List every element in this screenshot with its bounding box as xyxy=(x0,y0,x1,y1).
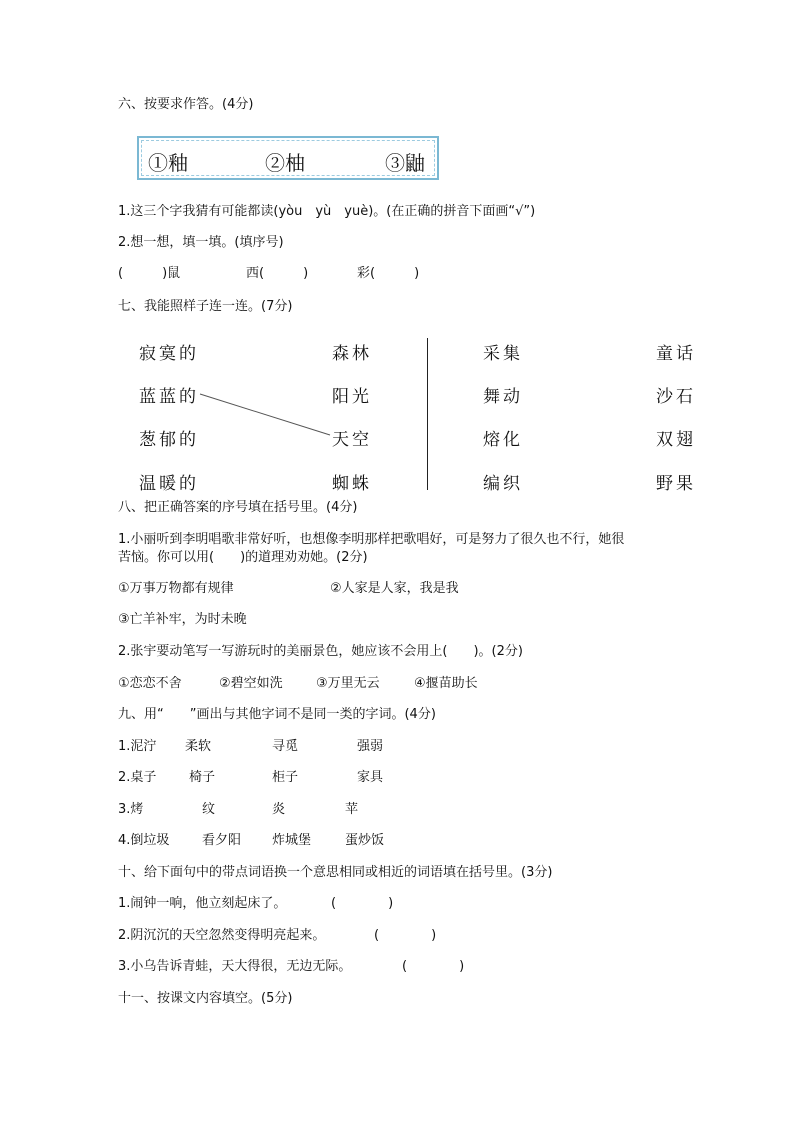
match-right-b-3[interactable]: 双翅 xyxy=(656,430,696,450)
match-right-a-1[interactable]: 采集 xyxy=(483,344,523,364)
q10-blank2[interactable]: ( ) xyxy=(374,928,437,943)
q9-row1-word1[interactable]: 1.泥泞 xyxy=(118,739,157,754)
match-right-a-2[interactable]: 舞动 xyxy=(483,387,523,407)
q10-sentence3: 3.小乌告诉青蛙，天大得很，无边无际。 xyxy=(118,959,352,974)
q9-row4-word1[interactable]: 4.倒垃圾 xyxy=(118,833,170,848)
q6-item2: 2.想一想，填一填。(填序号) xyxy=(118,235,284,250)
q9-row1-word4[interactable]: 强弱 xyxy=(357,739,384,754)
q8-q1-option1: ①万事万物都有规律 xyxy=(118,581,234,596)
match-mid-1[interactable]: 森林 xyxy=(332,344,372,364)
match-right-b-2[interactable]: 沙石 xyxy=(656,387,696,407)
q9-row4-word3[interactable]: 炸城堡 xyxy=(272,833,312,848)
q8-q2-option4: ④揠苗助长 xyxy=(414,676,478,691)
q8-q2: 2.张宇要动笔写一写游玩时的美丽景色，她应该不会用上( )。(2分) xyxy=(118,644,523,659)
q9-row1-word2[interactable]: 柔软 xyxy=(185,739,212,754)
char-option-3: ③鼬 xyxy=(385,151,425,175)
q9-row2-word1[interactable]: 2.桌子 xyxy=(118,770,157,785)
q8-q2-option3: ③万里无云 xyxy=(316,676,380,691)
q6-item1: 1.这三个字我猜有可能都读(yòu yù yuè)。(在正确的拼音下面画“√”) xyxy=(118,204,536,219)
q9-row2-word4[interactable]: 家具 xyxy=(357,770,384,785)
q11-title: 十一、按课文内容填空。(5分) xyxy=(118,991,293,1006)
q9-row4-word2[interactable]: 看夕阳 xyxy=(202,833,242,848)
q8-q1-line2: 苦恼。你可以用( )的道理劝劝她。(2分) xyxy=(118,550,368,565)
q6-fill-1[interactable]: ( )鼠 xyxy=(118,266,181,281)
q9-row2-word3[interactable]: 柜子 xyxy=(272,770,299,785)
q10-blank3[interactable]: ( ) xyxy=(402,959,465,974)
q9-row1-word3[interactable]: 寻觅 xyxy=(272,739,299,754)
q9-title: 九、用“ ”画出与其他字词不是同一类的字词。(4分) xyxy=(118,707,436,722)
match-left-4[interactable]: 温暖的 xyxy=(139,474,199,494)
q8-title: 八、把正确答案的序号填在括号里。(4分) xyxy=(118,500,358,515)
match-left-1[interactable]: 寂寞的 xyxy=(139,344,199,364)
q10-blank1[interactable]: ( ) xyxy=(331,896,394,911)
match-right-b-4[interactable]: 野果 xyxy=(656,474,696,494)
match-left-2[interactable]: 蓝蓝的 xyxy=(139,387,199,407)
char-option-2: ②柚 xyxy=(265,151,305,175)
column-divider xyxy=(427,338,428,490)
char-box xyxy=(137,136,439,180)
q6-fill-3[interactable]: 彩( ) xyxy=(357,266,420,281)
q10-sentence1: 1.闹钟一响，他立刻起床了。 xyxy=(118,896,287,911)
match-right-a-3[interactable]: 熔化 xyxy=(483,430,523,450)
q8-q1-option3: ③亡羊补牢，为时未晚 xyxy=(118,612,247,627)
q7-title: 七、我能照样子连一连。(7分) xyxy=(118,299,293,314)
match-left-3[interactable]: 葱郁的 xyxy=(139,430,199,450)
char-option-1: ①釉 xyxy=(148,151,188,175)
q9-row3-word2[interactable]: 纹 xyxy=(202,802,216,817)
match-mid-4[interactable]: 蜘蛛 xyxy=(332,474,372,494)
q6-fill-2[interactable]: 西( ) xyxy=(246,266,309,281)
q6-title: 六、按要求作答。(4分) xyxy=(118,97,254,112)
q9-row3-word3[interactable]: 炎 xyxy=(272,802,286,817)
q8-q1-option2: ②人家是人家，我是我 xyxy=(330,581,459,596)
q9-row2-word2[interactable]: 椅子 xyxy=(189,770,216,785)
match-mid-3[interactable]: 天空 xyxy=(332,430,372,450)
q8-q1-line1: 1.小丽听到李明唱歌非常好听，也想像李明那样把歌唱好，可是努力了很久也不行，她很 xyxy=(118,532,625,547)
match-right-b-1[interactable]: 童话 xyxy=(656,344,696,364)
q9-row3-word4[interactable]: 苹 xyxy=(345,802,359,817)
q8-q2-option2: ②碧空如洗 xyxy=(219,676,283,691)
q10-sentence2: 2.阴沉沉的天空忽然变得明亮起来。 xyxy=(118,928,326,943)
q9-row4-word4[interactable]: 蛋炒饭 xyxy=(345,833,385,848)
q10-title: 十、给下面句中的带点词语换一个意思相同或相近的词语填在括号里。(3分) xyxy=(118,865,553,880)
q9-row3-word1[interactable]: 3.烤 xyxy=(118,802,144,817)
match-mid-2[interactable]: 阳光 xyxy=(332,387,372,407)
match-right-a-4[interactable]: 编织 xyxy=(483,474,523,494)
q8-q2-option1: ①恋恋不舍 xyxy=(118,676,182,691)
